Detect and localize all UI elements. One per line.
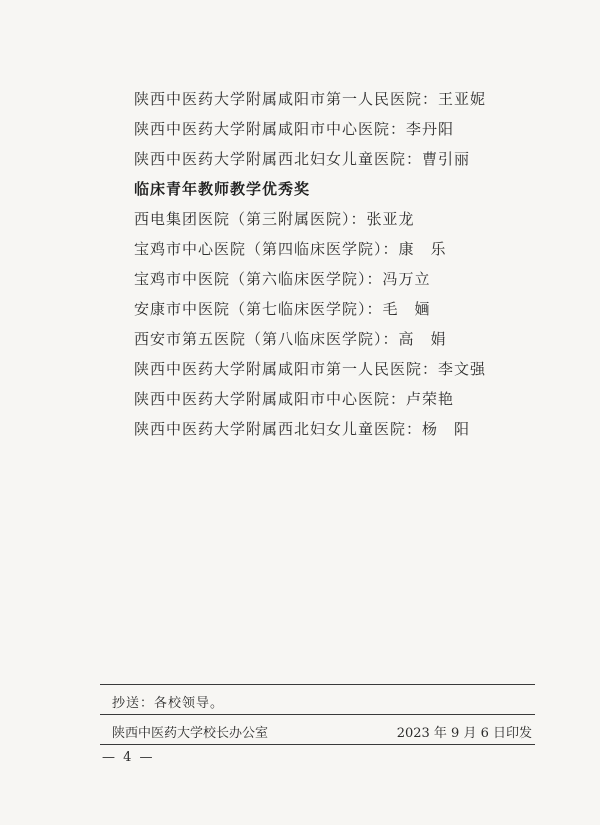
teaching-award-line: 安康市中医院（第七临床医学院）：毛 婳	[134, 300, 431, 318]
issuing-office: 陕西中医药大学校长办公室	[112, 726, 269, 741]
footer-top-rule	[100, 684, 535, 685]
issue-date: 2023 年 9 月 6 日印发	[396, 726, 532, 741]
section-heading: 临床青年教师教学优秀奖	[134, 180, 311, 198]
footer-middle-rule	[100, 714, 535, 715]
award-line: 陕西中医药大学附属咸阳市第一人民医院：王亚妮	[134, 90, 487, 108]
teaching-award-line: 宝鸡市中医院（第六临床医学院）：冯万立	[134, 270, 431, 288]
teaching-award-line: 陕西中医药大学附属西北妇女儿童医院：杨 阳	[134, 420, 471, 438]
award-line: 陕西中医药大学附属西北妇女儿童医院：曹引丽	[134, 150, 471, 168]
award-line: 陕西中医药大学附属咸阳市中心医院：李丹阳	[134, 120, 455, 138]
teaching-award-line: 西电集团医院（第三附属医院）：张亚龙	[134, 210, 415, 228]
cc-line: 抄送：各校领导。	[112, 696, 225, 711]
teaching-award-line: 宝鸡市中心医院（第四临床医学院）：康 乐	[134, 240, 447, 258]
teaching-award-line: 陕西中医药大学附属咸阳市中心医院：卢荣艳	[134, 390, 455, 408]
footer-bottom-rule	[100, 744, 535, 745]
award-list	[134, 84, 486, 444]
teaching-award-line: 西安市第五医院（第八临床医学院）：高 娟	[134, 330, 447, 348]
page-number: — 4 —	[102, 750, 155, 765]
teaching-award-line: 陕西中医药大学附属咸阳市第一人民医院：李文强	[134, 360, 487, 378]
